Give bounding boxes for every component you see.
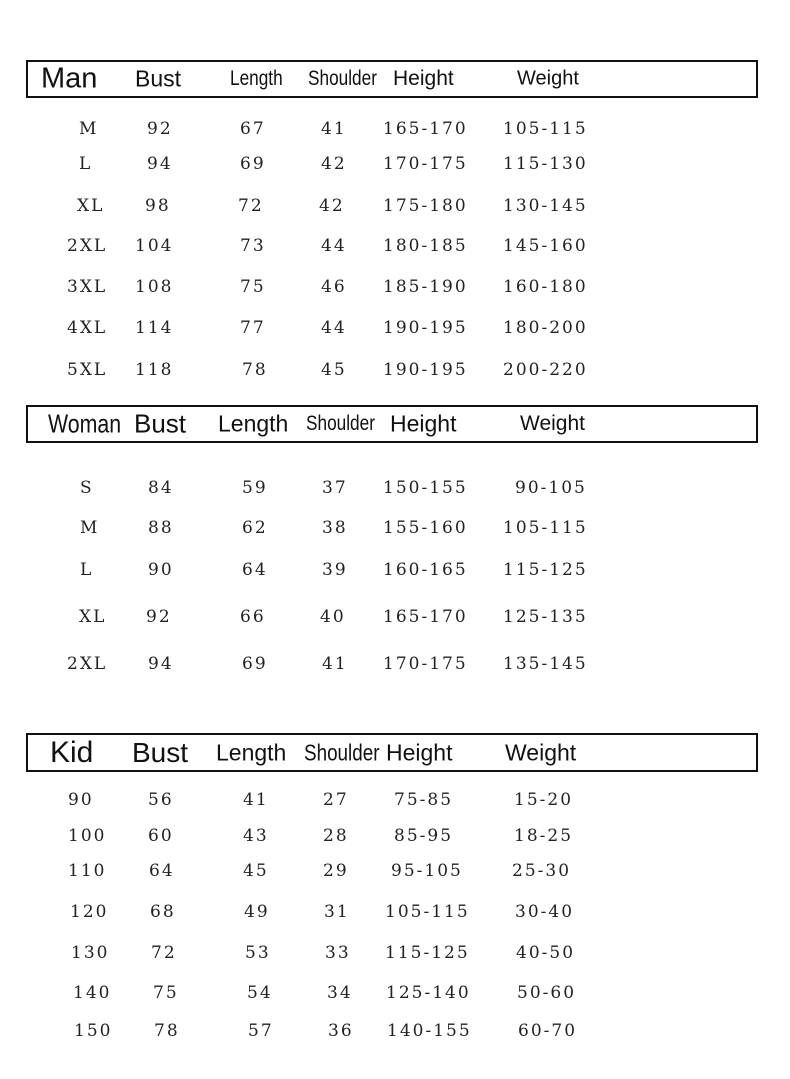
cell-length: 45 bbox=[243, 861, 269, 881]
cell-size: 90 bbox=[68, 790, 94, 810]
cell-bust: 60 bbox=[148, 826, 174, 846]
table-row bbox=[0, 607, 790, 633]
cell-size: 110 bbox=[68, 861, 107, 881]
cell-shoulder: 36 bbox=[328, 1021, 354, 1041]
cell-shoulder: 46 bbox=[321, 277, 347, 297]
cell-size: 2XL bbox=[67, 236, 108, 256]
table-row bbox=[0, 654, 790, 680]
cell-bust: 90 bbox=[148, 560, 174, 580]
cell-shoulder: 33 bbox=[325, 943, 351, 963]
cell-length: 62 bbox=[242, 518, 268, 538]
cell-height: 175-180 bbox=[383, 196, 468, 216]
cell-height: 95-105 bbox=[391, 861, 463, 881]
table-row bbox=[0, 826, 790, 852]
cell-height: 180-185 bbox=[383, 236, 468, 256]
header-bust: Bust bbox=[135, 65, 182, 92]
cell-length: 57 bbox=[248, 1021, 274, 1041]
cell-weight: 180-200 bbox=[503, 318, 588, 338]
cell-size: L bbox=[79, 154, 93, 174]
cell-weight: 60-70 bbox=[518, 1021, 578, 1041]
header-category: Woman bbox=[48, 408, 122, 439]
header-weight: Weight bbox=[505, 739, 577, 765]
cell-bust: 114 bbox=[135, 318, 174, 338]
cell-bust: 92 bbox=[146, 607, 172, 627]
cell-weight: 115-125 bbox=[503, 560, 588, 580]
cell-size: 130 bbox=[71, 943, 110, 963]
cell-size: XL bbox=[77, 196, 105, 216]
header-height: Height bbox=[386, 739, 453, 765]
cell-bust: 75 bbox=[153, 983, 179, 1003]
cell-height: 85-95 bbox=[394, 826, 454, 846]
cell-size: XL bbox=[79, 607, 107, 627]
table-row bbox=[0, 318, 790, 344]
cell-bust: 104 bbox=[135, 236, 174, 256]
cell-shoulder: 31 bbox=[324, 902, 350, 922]
cell-weight: 145-160 bbox=[503, 236, 588, 256]
cell-height: 170-175 bbox=[383, 654, 468, 674]
table-row bbox=[0, 790, 790, 816]
table-row bbox=[0, 236, 790, 262]
header-shoulder: Shoulder bbox=[308, 67, 377, 90]
cell-size: 140 bbox=[73, 983, 112, 1003]
cell-height: 190-195 bbox=[383, 318, 468, 338]
cell-height: 115-125 bbox=[385, 943, 470, 963]
cell-weight: 25-30 bbox=[512, 861, 572, 881]
cell-weight: 135-145 bbox=[503, 654, 588, 674]
cell-bust: 78 bbox=[154, 1021, 180, 1041]
cell-length: 66 bbox=[240, 607, 266, 627]
header-category: Man bbox=[41, 62, 98, 95]
cell-bust: 98 bbox=[145, 196, 171, 216]
cell-length: 41 bbox=[243, 790, 269, 810]
cell-height: 170-175 bbox=[383, 154, 468, 174]
table-row bbox=[0, 902, 790, 928]
cell-length: 59 bbox=[242, 478, 268, 498]
header-category: Kid bbox=[50, 735, 94, 769]
cell-length: 53 bbox=[245, 943, 271, 963]
header-bust: Bust bbox=[132, 736, 189, 768]
man-header-bar bbox=[26, 60, 758, 98]
cell-shoulder: 42 bbox=[321, 154, 347, 174]
header-weight: Weight bbox=[517, 67, 579, 90]
cell-weight: 90-105 bbox=[515, 478, 587, 498]
cell-size: 2XL bbox=[67, 654, 108, 674]
cell-length: 43 bbox=[243, 826, 269, 846]
cell-bust: 88 bbox=[148, 518, 174, 538]
table-row bbox=[0, 560, 790, 586]
cell-shoulder: 41 bbox=[321, 119, 347, 139]
cell-shoulder: 34 bbox=[327, 983, 353, 1003]
cell-size: 100 bbox=[68, 826, 107, 846]
cell-bust: 68 bbox=[150, 902, 176, 922]
cell-bust: 94 bbox=[147, 154, 173, 174]
cell-size: 150 bbox=[74, 1021, 113, 1041]
cell-height: 165-170 bbox=[383, 607, 468, 627]
cell-bust: 64 bbox=[149, 861, 175, 881]
header-shoulder: Shoulder bbox=[306, 412, 375, 435]
header-weight: Weight bbox=[520, 412, 585, 435]
cell-height: 150-155 bbox=[383, 478, 468, 498]
cell-weight: 105-115 bbox=[503, 119, 588, 139]
cell-height: 190-195 bbox=[383, 360, 468, 380]
cell-bust: 108 bbox=[135, 277, 174, 297]
cell-weight: 30-40 bbox=[515, 902, 575, 922]
cell-size: S bbox=[80, 478, 94, 498]
woman-header-bar bbox=[26, 405, 758, 443]
cell-length: 73 bbox=[240, 236, 266, 256]
cell-shoulder: 39 bbox=[322, 560, 348, 580]
cell-bust: 56 bbox=[148, 790, 174, 810]
cell-length: 75 bbox=[240, 277, 266, 297]
cell-weight: 200-220 bbox=[503, 360, 588, 380]
cell-weight: 130-145 bbox=[503, 196, 588, 216]
cell-height: 165-170 bbox=[383, 119, 468, 139]
cell-length: 72 bbox=[238, 196, 264, 216]
cell-length: 64 bbox=[242, 560, 268, 580]
cell-weight: 125-135 bbox=[503, 607, 588, 627]
cell-shoulder: 42 bbox=[319, 196, 345, 216]
cell-shoulder: 28 bbox=[323, 826, 349, 846]
cell-shoulder: 29 bbox=[323, 861, 349, 881]
cell-size: L bbox=[80, 560, 94, 580]
header-length: Length bbox=[216, 739, 287, 765]
header-shoulder: Shoulder bbox=[304, 739, 380, 765]
cell-size: 5XL bbox=[67, 360, 108, 380]
cell-length: 49 bbox=[244, 902, 270, 922]
cell-weight: 105-115 bbox=[503, 518, 588, 538]
header-bust: Bust bbox=[134, 408, 187, 439]
cell-height: 155-160 bbox=[383, 518, 468, 538]
table-row bbox=[0, 277, 790, 303]
table-row bbox=[0, 518, 790, 544]
table-row bbox=[0, 154, 790, 180]
cell-weight: 15-20 bbox=[514, 790, 574, 810]
table-row bbox=[0, 1021, 790, 1047]
table-row bbox=[0, 943, 790, 969]
cell-height: 105-115 bbox=[385, 902, 470, 922]
cell-length: 54 bbox=[247, 983, 273, 1003]
cell-shoulder: 45 bbox=[321, 360, 347, 380]
cell-shoulder: 44 bbox=[321, 318, 347, 338]
cell-shoulder: 41 bbox=[322, 654, 348, 674]
cell-shoulder: 37 bbox=[322, 478, 348, 498]
cell-weight: 115-130 bbox=[503, 154, 588, 174]
cell-size: 4XL bbox=[67, 318, 108, 338]
cell-weight: 40-50 bbox=[516, 943, 576, 963]
cell-bust: 84 bbox=[148, 478, 174, 498]
cell-bust: 72 bbox=[151, 943, 177, 963]
header-height: Height bbox=[393, 67, 454, 90]
table-row bbox=[0, 196, 790, 222]
cell-bust: 118 bbox=[135, 360, 174, 380]
kid-header-bar bbox=[26, 733, 758, 772]
cell-size: M bbox=[79, 119, 99, 139]
cell-weight: 160-180 bbox=[503, 277, 588, 297]
cell-length: 77 bbox=[240, 318, 266, 338]
cell-height: 185-190 bbox=[383, 277, 468, 297]
table-row bbox=[0, 478, 790, 504]
cell-weight: 50-60 bbox=[517, 983, 577, 1003]
cell-shoulder: 38 bbox=[322, 518, 348, 538]
cell-height: 125-140 bbox=[386, 983, 471, 1003]
header-length: Length bbox=[218, 410, 289, 437]
cell-shoulder: 44 bbox=[321, 236, 347, 256]
cell-shoulder: 27 bbox=[323, 790, 349, 810]
table-row bbox=[0, 983, 790, 1009]
cell-length: 78 bbox=[242, 360, 268, 380]
cell-bust: 94 bbox=[148, 654, 174, 674]
cell-shoulder: 40 bbox=[320, 607, 346, 627]
header-height: Height bbox=[390, 410, 457, 437]
cell-bust: 92 bbox=[147, 119, 173, 139]
cell-length: 69 bbox=[240, 154, 266, 174]
table-row bbox=[0, 861, 790, 887]
cell-length: 69 bbox=[242, 654, 268, 674]
cell-height: 75-85 bbox=[394, 790, 454, 810]
cell-height: 140-155 bbox=[387, 1021, 472, 1041]
header-length: Length bbox=[230, 67, 283, 90]
cell-size: 120 bbox=[70, 902, 109, 922]
cell-size: M bbox=[80, 518, 100, 538]
cell-size: 3XL bbox=[67, 277, 108, 297]
table-row bbox=[0, 119, 790, 145]
cell-height: 160-165 bbox=[383, 560, 468, 580]
cell-length: 67 bbox=[240, 119, 266, 139]
table-row bbox=[0, 360, 790, 386]
cell-weight: 18-25 bbox=[514, 826, 574, 846]
